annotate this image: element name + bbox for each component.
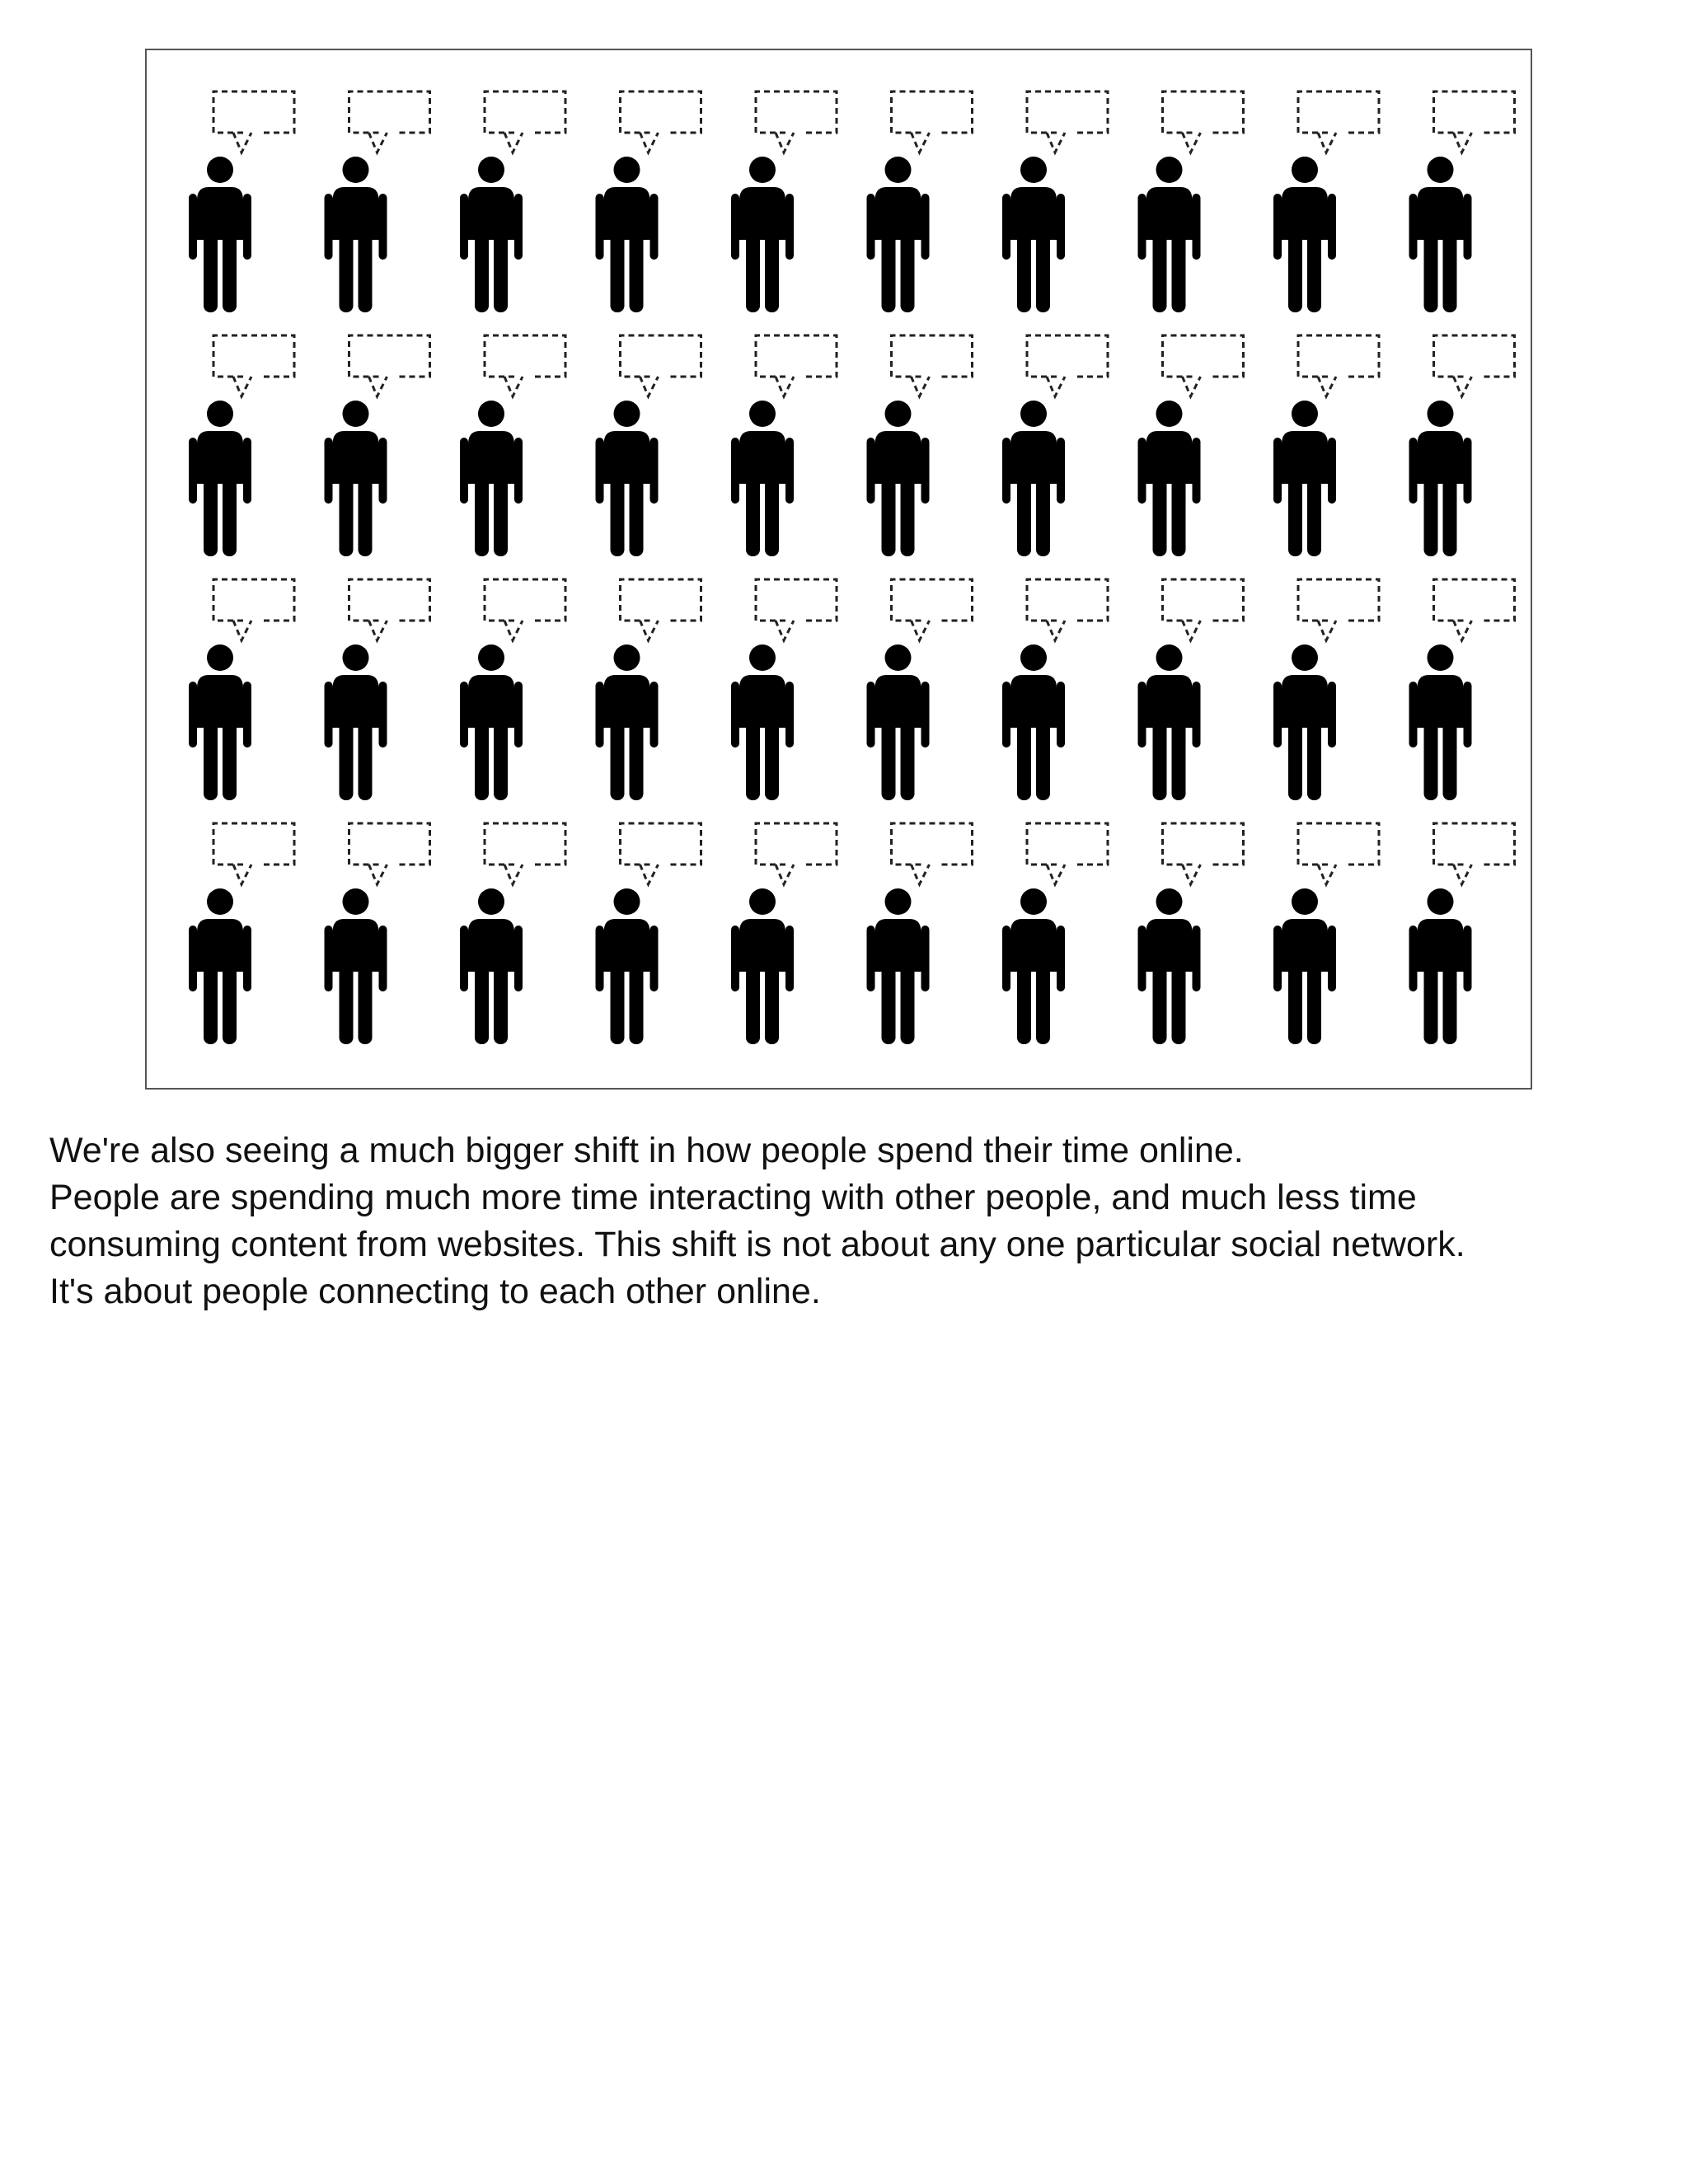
speech-bubble-icon	[1298, 823, 1379, 884]
person-icon	[460, 157, 523, 316]
person-icon	[325, 157, 387, 316]
notes-line: It's about people connecting to each other online.	[49, 1272, 821, 1311]
person-icon	[1138, 644, 1201, 804]
speech-bubble-icon	[756, 335, 837, 396]
speech-bubble-icon	[892, 335, 973, 396]
person-icon	[867, 401, 930, 560]
person-icon	[731, 401, 794, 560]
person-icon	[596, 644, 659, 804]
person-icon	[325, 888, 387, 1047]
person-icon	[1273, 401, 1336, 560]
speech-bubble-icon	[1434, 823, 1515, 884]
speech-bubble-icon	[1298, 579, 1379, 640]
person-icon	[596, 888, 659, 1047]
person-icon	[1138, 888, 1201, 1047]
speech-bubble-icon	[621, 579, 701, 640]
speech-bubble-icon	[1163, 823, 1244, 884]
slide-frame	[145, 49, 1532, 1090]
person-icon	[189, 401, 251, 560]
person-icon	[731, 157, 794, 316]
notes-line: We're also seeing a much bigger shift in how people spend their time online.	[49, 1131, 1244, 1170]
speech-bubble-icon	[485, 823, 565, 884]
speech-bubble-icon	[213, 579, 294, 640]
speech-bubble-icon	[213, 91, 294, 152]
person-icon	[1002, 401, 1065, 560]
speech-bubble-icon	[892, 579, 973, 640]
person-icon	[460, 401, 523, 560]
person-icon	[596, 401, 659, 560]
speech-bubble-icon	[1298, 335, 1379, 396]
person-icon	[867, 644, 930, 804]
speech-bubble-icon	[756, 823, 837, 884]
speech-bubble-icon	[1027, 579, 1108, 640]
people-grid	[147, 50, 1531, 1088]
speaker-notes	[49, 1127, 1665, 1315]
speech-bubble-icon	[485, 579, 565, 640]
speech-bubble-icon	[1027, 91, 1108, 152]
speech-bubble-icon	[892, 91, 973, 152]
person-icon	[189, 888, 251, 1047]
speech-bubble-icon	[756, 91, 837, 152]
speech-bubble-icon	[1434, 91, 1515, 152]
speech-bubble-icon	[621, 335, 701, 396]
speech-bubble-icon	[349, 91, 430, 152]
speech-bubble-icon	[756, 579, 837, 640]
speech-bubble-icon	[485, 91, 565, 152]
person-icon	[1409, 401, 1472, 560]
speech-bubble-icon	[1163, 91, 1244, 152]
speech-bubble-icon	[1434, 579, 1515, 640]
speech-bubble-icon	[349, 579, 430, 640]
speech-bubble-icon	[1027, 823, 1108, 884]
person-icon	[867, 888, 930, 1047]
speech-bubble-icon	[349, 823, 430, 884]
person-icon	[1002, 644, 1065, 804]
speech-bubble-icon	[213, 335, 294, 396]
person-icon	[1273, 157, 1336, 316]
person-icon	[1273, 888, 1336, 1047]
person-icon	[1409, 644, 1472, 804]
person-icon	[1273, 644, 1336, 804]
speech-bubble-icon	[1027, 335, 1108, 396]
speech-bubble-icon	[1434, 335, 1515, 396]
person-icon	[1138, 401, 1201, 560]
person-icon	[731, 888, 794, 1047]
person-icon	[1409, 888, 1472, 1047]
person-icon	[1002, 888, 1065, 1047]
speech-bubble-icon	[349, 335, 430, 396]
person-icon	[189, 157, 251, 316]
person-icon	[460, 888, 523, 1047]
person-icon	[731, 644, 794, 804]
person-icon	[460, 644, 523, 804]
notes-line: People are spending much more time interacting with other people, and much less time	[49, 1178, 1417, 1217]
speech-bubble-icon	[621, 91, 701, 152]
person-icon	[596, 157, 659, 316]
person-icon	[1002, 157, 1065, 316]
person-icon	[1409, 157, 1472, 316]
person-icon	[325, 644, 387, 804]
person-icon	[189, 644, 251, 804]
speech-bubble-icon	[485, 335, 565, 396]
person-icon	[867, 157, 930, 316]
speech-bubble-icon	[1163, 335, 1244, 396]
speech-bubble-icon	[621, 823, 701, 884]
notes-line: consuming content from websites. This shift is not about any one particular social network.	[49, 1225, 1465, 1264]
person-icon	[325, 401, 387, 560]
speech-bubble-icon	[213, 823, 294, 884]
speech-bubble-icon	[892, 823, 973, 884]
speech-bubble-icon	[1163, 579, 1244, 640]
speech-bubble-icon	[1298, 91, 1379, 152]
person-icon	[1138, 157, 1201, 316]
